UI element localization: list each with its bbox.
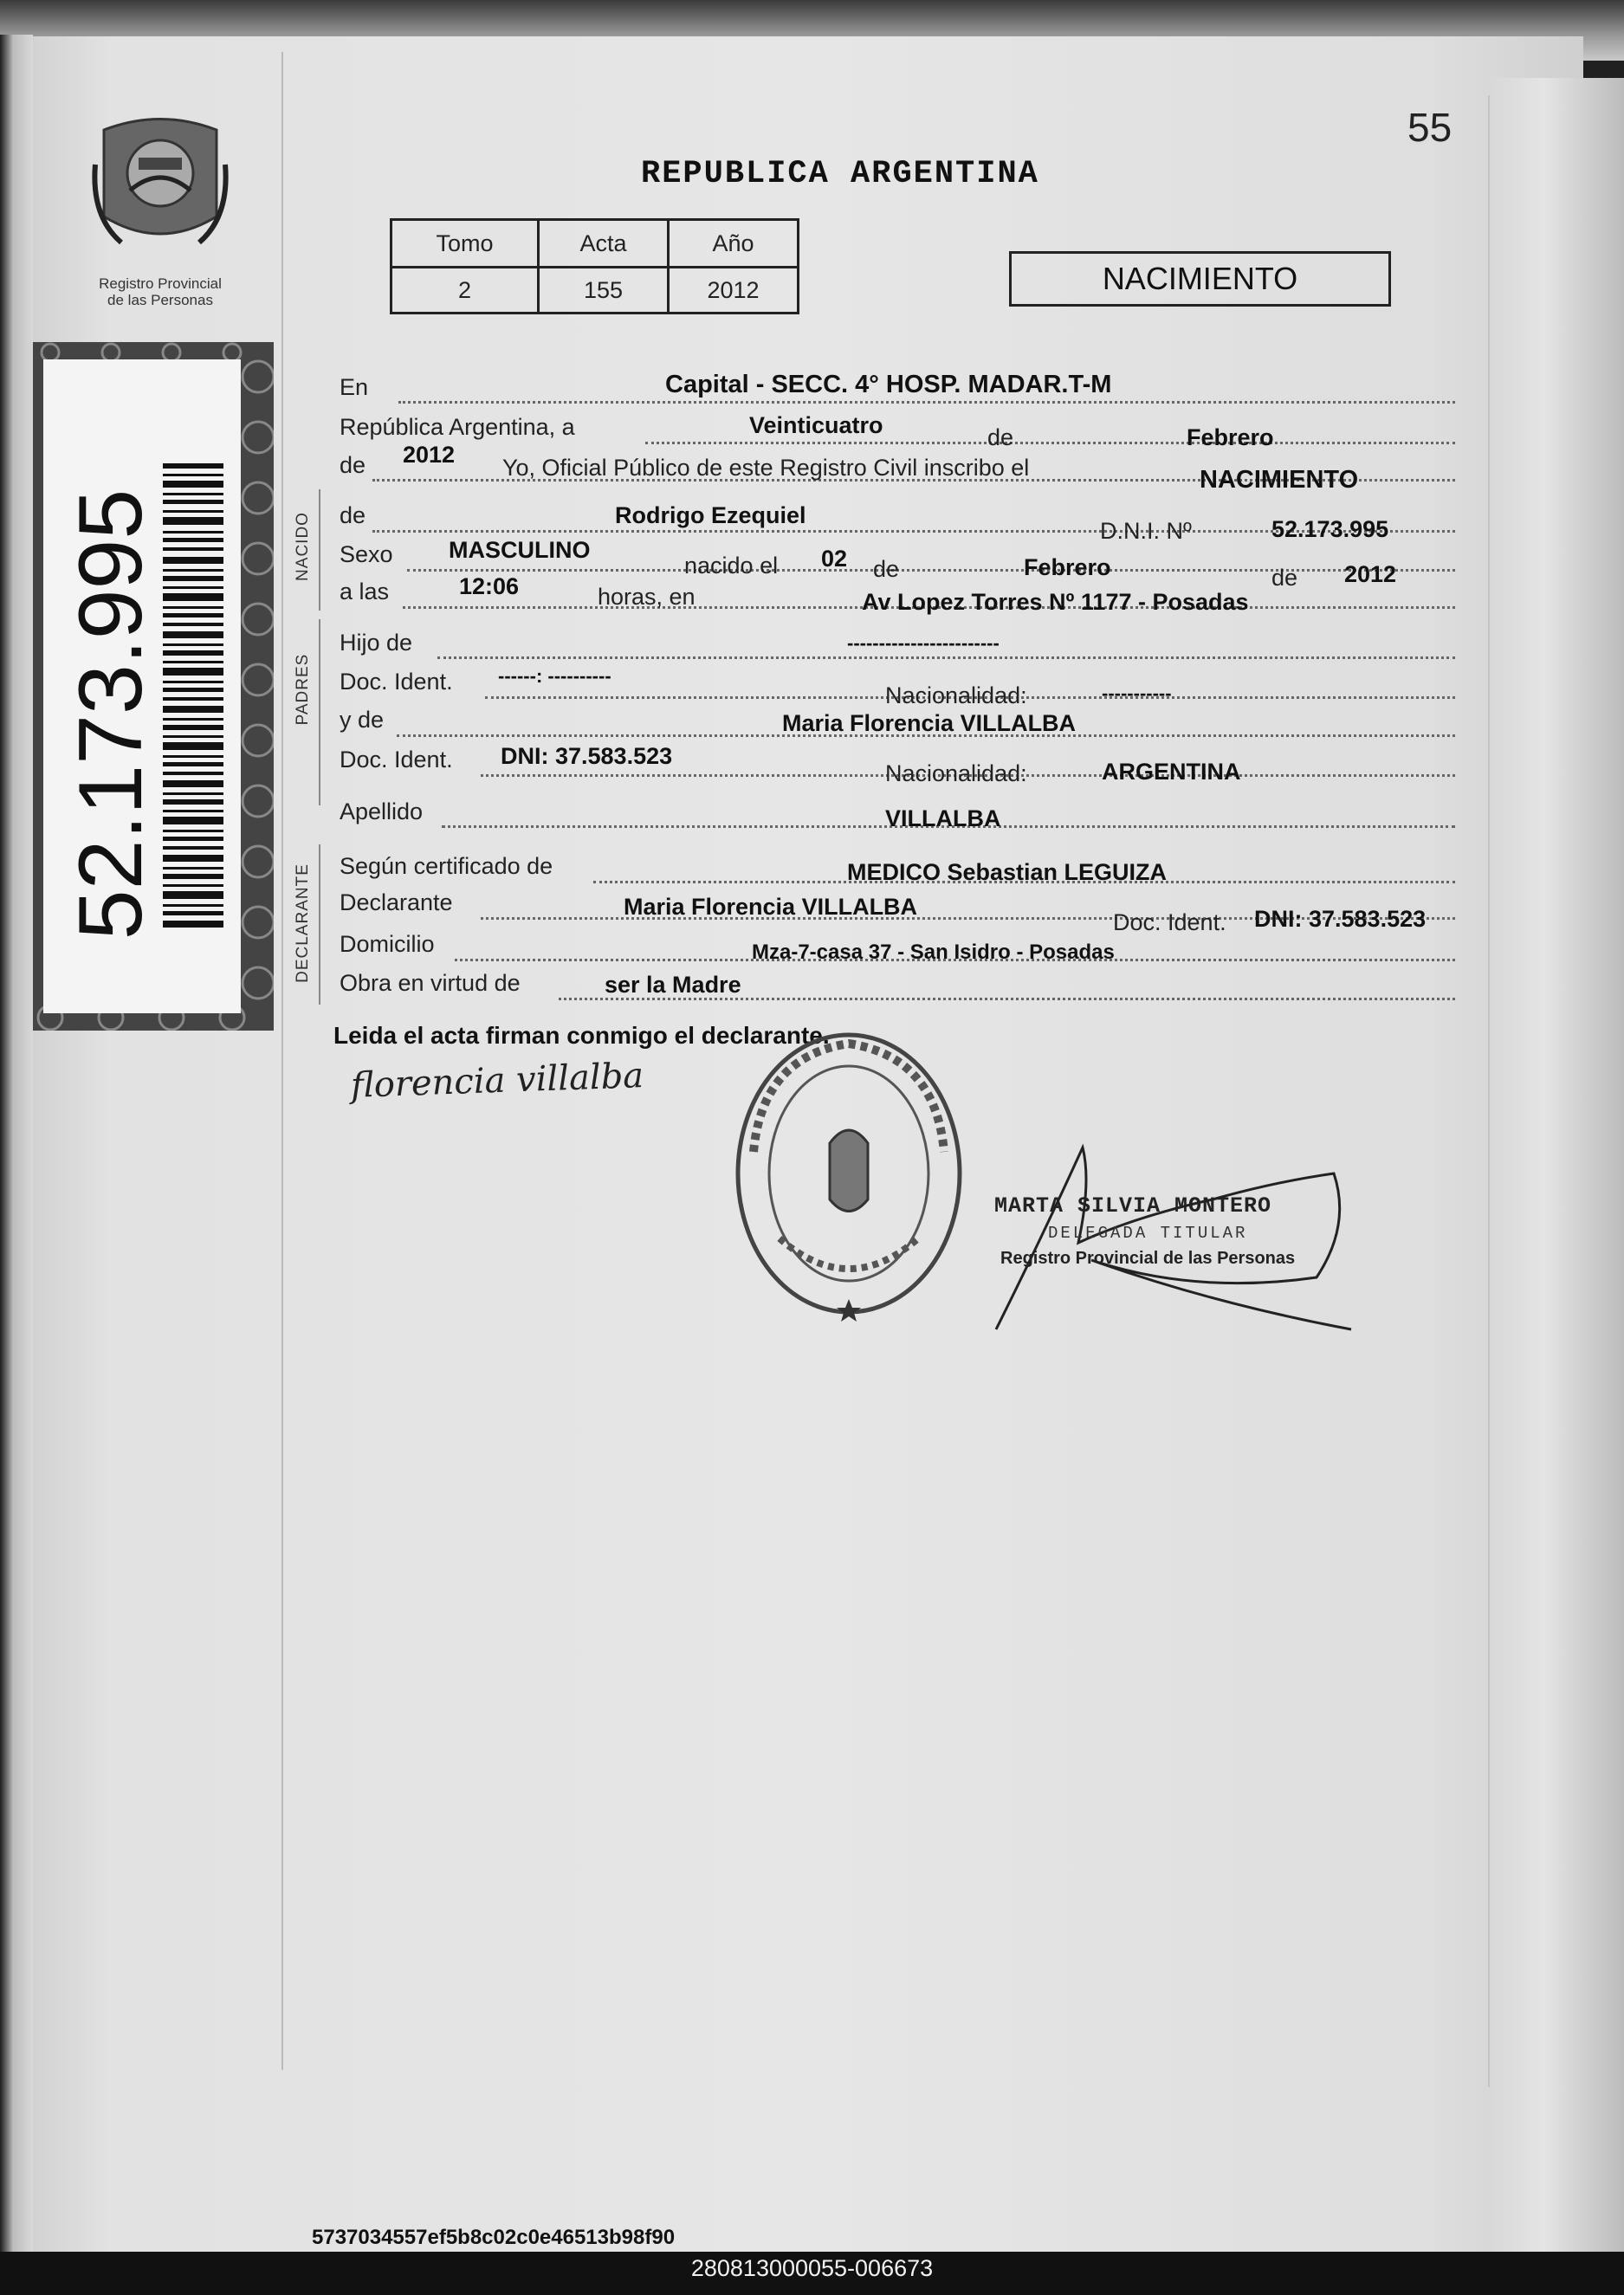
declarante-doc-label: Doc. Ident. xyxy=(1113,909,1226,935)
declarante-doc-value: DNI: 37.583.523 xyxy=(1254,906,1427,932)
closing-text: Leida el acta firman conmigo el declarante. xyxy=(333,1022,830,1049)
anio-header: Año xyxy=(669,220,799,268)
obra-value: ser la Madre xyxy=(605,972,741,998)
certificado-label: Según certificado de xyxy=(340,853,553,879)
nombre-value: Rodrigo Ezequiel xyxy=(615,502,806,528)
en-label: En xyxy=(340,374,369,400)
padre-nacionalidad-label: Nacionalidad: xyxy=(885,682,1027,708)
handwritten-signature: florencia villalba xyxy=(350,1056,644,1106)
inscripcion-value: NACIMIENTO xyxy=(1200,466,1359,494)
nacido-de2-label: de xyxy=(1271,565,1298,591)
right-page-edge xyxy=(1490,78,1624,2252)
nacido-mes-value: Febrero xyxy=(1024,554,1111,580)
republica-label: República Argentina, a xyxy=(340,414,575,440)
anio-value: 2012 xyxy=(669,268,799,314)
nacido-label: nacido el xyxy=(684,553,779,579)
record-table xyxy=(390,218,799,314)
dni-label: D.N.I. Nº xyxy=(1100,518,1192,544)
declarante-separator xyxy=(319,844,320,1005)
nacido-separator xyxy=(319,489,320,611)
hora-value: 12:06 xyxy=(459,573,520,599)
declarante-label: Declarante xyxy=(340,889,453,915)
obra-label: Obra en virtud de xyxy=(340,970,521,996)
official-name: MARTA SILVIA MONTERO xyxy=(994,1193,1272,1219)
sexo-label: Sexo xyxy=(340,541,393,567)
left-page-edge xyxy=(0,35,33,2252)
sexo-value: MASCULINO xyxy=(449,537,591,563)
yde-label: y de xyxy=(340,707,385,733)
alas-label: a las xyxy=(340,579,390,604)
oficial-text: Yo, Oficial Público de este Registro Civil inscribo el xyxy=(502,455,1030,481)
footer-code: 280813000055-006673 xyxy=(690,2255,934,2281)
padre-doc-value: ------: ---------- xyxy=(498,665,611,687)
dia-value: Veinticuatro xyxy=(749,412,883,438)
madre-doc-value: DNI: 37.583.523 xyxy=(501,743,673,769)
padre-nacionalidad-value: ----------- xyxy=(1102,682,1172,704)
padres-separator xyxy=(319,619,320,805)
de-nombre-label: de xyxy=(340,502,366,528)
country-title: REPUBLICA ARGENTINA xyxy=(641,156,1039,192)
page-number: 55 xyxy=(1407,105,1453,150)
barcode-icon xyxy=(163,463,223,931)
province-seal-icon xyxy=(87,113,234,273)
madre-doc-label: Doc. Ident. xyxy=(340,747,453,773)
nacido-anio-value: 2012 xyxy=(1344,561,1397,587)
en-value: Capital - SECC. 4° HOSP. MADAR.T-M xyxy=(665,371,1112,398)
apellido-value: VILLALBA xyxy=(885,805,1001,831)
nacido-dia-value: 02 xyxy=(821,546,848,572)
domicilio-value: Mza-7-casa 37 - San Isidro - Posadas xyxy=(752,941,1115,964)
footer-hash: 5737034557ef5b8c02c0e46513b98f90 xyxy=(312,2226,676,2249)
side-label-frame xyxy=(33,342,274,1031)
certificado-value: MEDICO Sebastian LEGUIZA xyxy=(847,859,1168,885)
anio-registro-value: 2012 xyxy=(403,442,456,468)
padre-value: ------------------------ xyxy=(847,632,1000,654)
horas-label: horas, en xyxy=(598,584,696,610)
madre-value: Maria Florencia VILLALBA xyxy=(782,710,1077,736)
right-margin-line xyxy=(1488,95,1490,2087)
declarante-section-label: DECLARANTE xyxy=(294,863,312,983)
nacido-section-label: NACIDO xyxy=(294,512,312,581)
nacido-de-label: de xyxy=(873,556,900,582)
official-title: DELEGADA TITULAR xyxy=(1048,1224,1248,1243)
domicilio-label: Domicilio xyxy=(340,931,435,957)
acta-header: Acta xyxy=(539,220,669,268)
mes-value: Febrero xyxy=(1187,424,1274,450)
madre-nacionalidad-value: ARGENTINA xyxy=(1102,759,1241,785)
de-anio-label: de xyxy=(340,452,366,478)
lugar-value: Av Lopez Torres Nº 1177 - Posadas xyxy=(862,589,1249,615)
madre-nacionalidad-label: Nacionalidad: xyxy=(885,760,1027,786)
tomo-header: Tomo xyxy=(391,220,539,268)
padres-section-label: PADRES xyxy=(294,653,312,726)
de-label: de xyxy=(987,424,1014,450)
margin-line xyxy=(281,52,283,2070)
padre-doc-label: Doc. Ident. xyxy=(340,669,453,695)
official-office: Registro Provincial de las Personas xyxy=(1000,1249,1296,1268)
declarante-value: Maria Florencia VILLALBA xyxy=(624,894,918,920)
registry-caption: Registro Provincial de las Personas xyxy=(99,275,222,308)
apellido-label: Apellido xyxy=(340,798,424,824)
dni-value: 52.173.995 xyxy=(1271,516,1389,542)
side-dni-number: 52.173.995 xyxy=(61,488,161,941)
hijo-label: Hijo de xyxy=(340,630,413,656)
tomo-value: 2 xyxy=(391,268,539,314)
acta-value: 155 xyxy=(539,268,669,314)
official-stamp-icon xyxy=(728,1022,970,1325)
record-type-box: NACIMIENTO xyxy=(1009,251,1391,307)
